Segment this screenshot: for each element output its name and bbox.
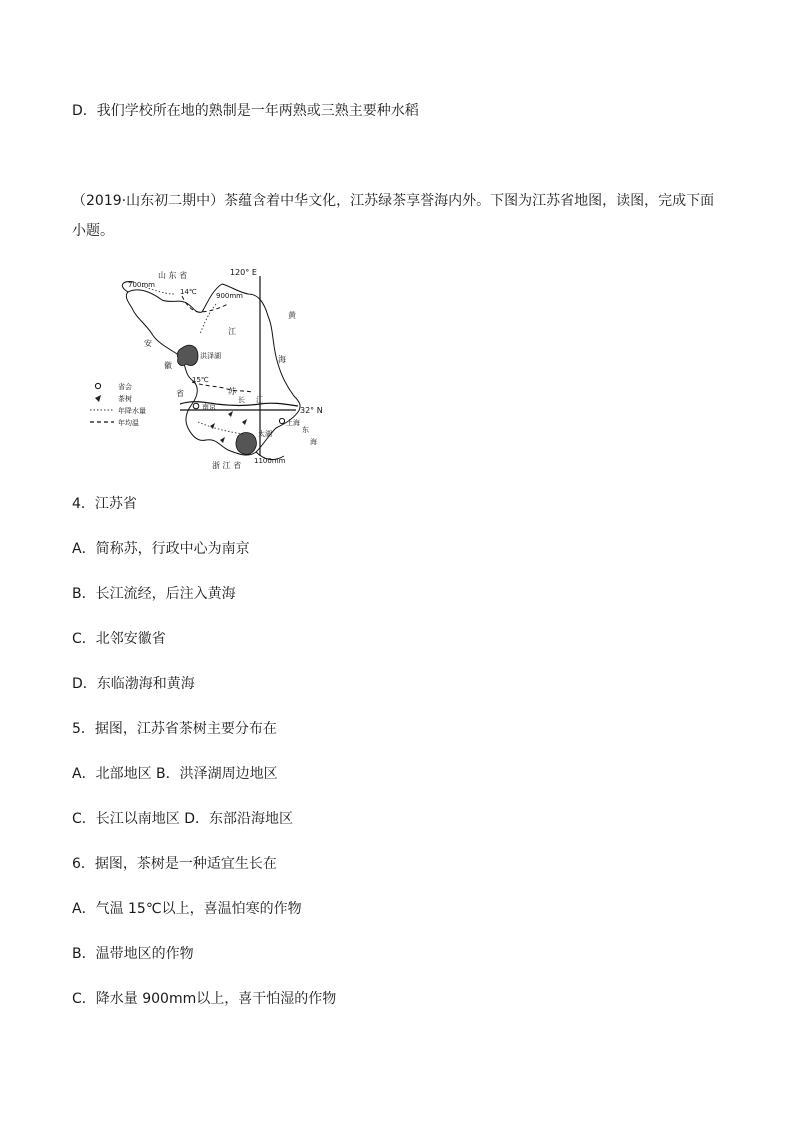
q6-option-a: A．气温 15℃以上，喜温怕寒的作物: [72, 901, 302, 917]
shanghai-marker: [279, 418, 284, 423]
huanghai-char-2: 海: [278, 355, 286, 364]
q4-option-b: B．长江流经，后注入黄海: [72, 586, 236, 602]
taihu-lake: [236, 433, 256, 455]
anhui-char-3: 省: [176, 389, 184, 398]
anhui-char-2: 徽: [164, 361, 172, 370]
q4-stem: 4．江苏省: [72, 496, 137, 512]
huanghai-char-1: 黄: [288, 311, 296, 320]
tea-tree-icon: [242, 419, 247, 425]
label-14c: 14℃: [180, 288, 197, 296]
legend-tea-label: 茶树: [118, 395, 132, 403]
q4-option-d: D．东临渤海和黄海: [72, 676, 195, 692]
q6-stem: 6．据图，茶树是一种适宜生长在: [72, 856, 277, 872]
prev-option-d: D．我们学校所在地的熟制是一年两熟或三熟主要种水稻: [72, 103, 419, 119]
isoline-900mm: [200, 304, 216, 334]
changjiang-char-1: 长: [238, 396, 245, 404]
anhui-char-1: 安: [144, 339, 152, 348]
shandong-label: 山 东 省: [158, 271, 188, 280]
jiangsu-char-1: 江: [228, 327, 236, 336]
q4-option-c: C．北邻安徽省: [72, 631, 166, 647]
q5-options-cd: C．长江以南地区 D．东部沿海地区: [72, 811, 294, 827]
taihu-label: 太湖: [258, 430, 272, 438]
q6-option-b: B．温带地区的作物: [72, 946, 194, 962]
label-700mm: 700mm: [128, 281, 155, 289]
label-1100mm: 1100mm: [254, 457, 286, 465]
changjiang-char-2: 江: [256, 396, 263, 404]
donghai-char-1: 东: [302, 426, 309, 434]
legend-capital-label: 省会: [118, 383, 132, 391]
q5-stem: 5．据图，江苏省茶树主要分布在: [72, 721, 277, 737]
legend-precip-label: 年降水量: [118, 407, 146, 415]
map-legend: [90, 382, 146, 427]
hongze-lake-label: 洪泽湖: [200, 352, 221, 360]
question-intro: （2019·山东初二期中）茶蕴含着中华文化，江苏绿茶享誉海内外。下图为江苏省地图，读图，完成下面小题。: [72, 193, 715, 239]
shanghai-label: 上海: [286, 419, 300, 427]
legend-capital-symbol: [95, 383, 100, 388]
q6-option-c: C．降水量 900mm以上，喜干怕湿的作物: [72, 991, 337, 1007]
donghai-char-2: 海: [310, 438, 317, 446]
q5-options-ab: A．北部地区 B．洪泽湖周边地区: [72, 766, 278, 782]
isoline-1100mm: [198, 422, 244, 434]
tea-tree-icon: [210, 423, 215, 429]
zhejiang-label: 浙 江 省: [212, 461, 242, 470]
q4-option-a: A．简称苏，行政中心为南京: [72, 541, 250, 557]
lat-label: 32° N: [300, 406, 323, 415]
jiangsu-map: [88, 264, 336, 474]
tea-tree-icon: [228, 411, 233, 417]
label-15c: 15℃: [192, 376, 209, 384]
legend-temp-label: 年均温: [118, 419, 139, 427]
hongze-lake: [177, 345, 198, 365]
legend-tea-symbol: [95, 395, 101, 402]
jiangsu-char-2: 苏: [228, 387, 236, 396]
tea-tree-icon: [220, 437, 225, 443]
nanjing-label: 南京: [202, 403, 216, 411]
nanjing-capital-marker: [193, 403, 199, 409]
label-900mm: 900mm: [216, 292, 243, 300]
lon-label: 120° E: [230, 268, 257, 277]
